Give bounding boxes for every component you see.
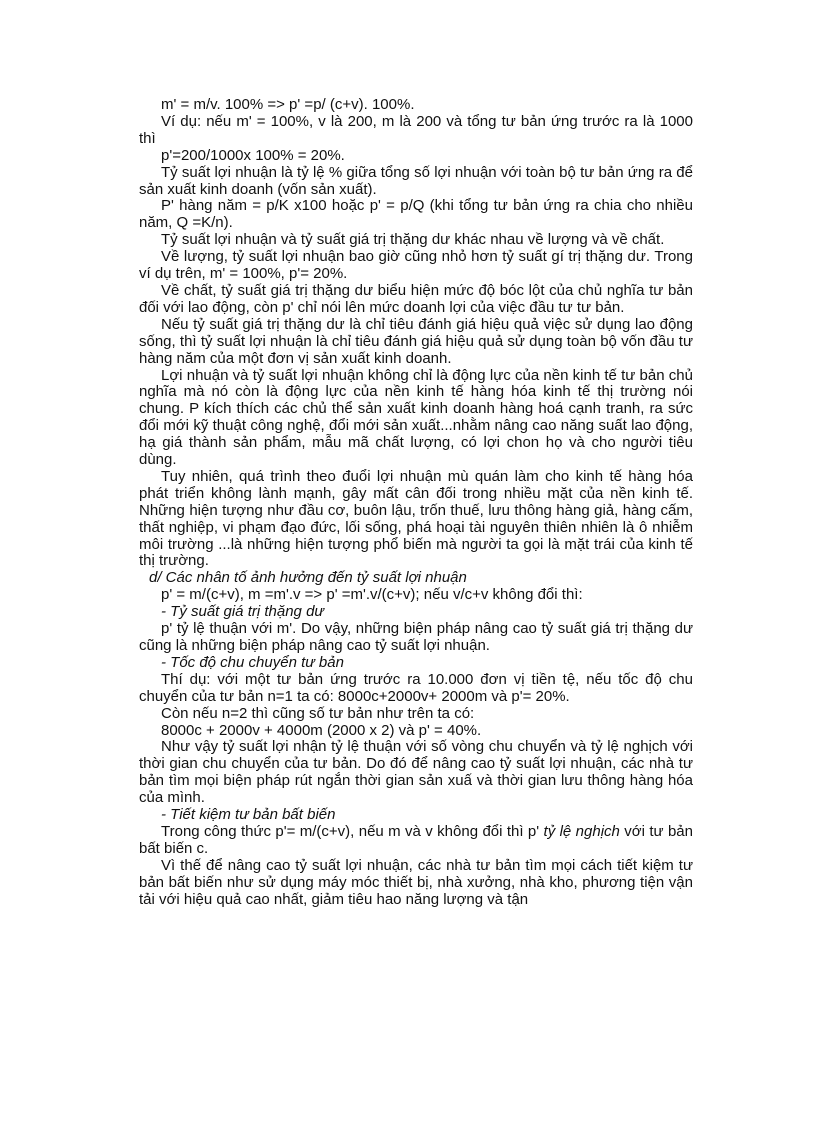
subheading: - Tiết kiệm tư bản bất biến xyxy=(161,806,336,824)
paragraph: p' = m/(c+v), m =m'.v => p' =m'.v/(c+v); nếu v/c+v không đổi thì: xyxy=(161,586,583,604)
paragraph: 8000c + 2000v + 4000m (2000 x 2) và p' = 40%. xyxy=(161,721,482,739)
paragraph-text: với tư bản bất biến c. xyxy=(139,822,693,857)
paragraph: Lợi nhuận và tỷ suất lợi nhuận không chỉ là động lực của nền kinh tế tư bản chủ nghĩa mà nó còn là động lực của nền kinh tế hàng hóa kinh tế thị trường nói chung. P kích thích các chủ thể sản xuất kinh doanh hàng hoá cạnh tranh, ra sức đổi mới kỹ thuật công nghệ, đổi mới sản xuất...nhằm nâng cao năng suất lao động, hạ giá thành sản phẩm, mẫu mã chất lượng, có lợi chon họ và cho người tiêu dùng. xyxy=(139,366,693,469)
subheading: - Tỷ suất giá trị thặng dư xyxy=(161,603,324,621)
paragraph: Thí dụ: với một tư bản ứng trước ra 10.000 đơn vị tiền tệ, nếu tốc độ chu chuyển của tư bản n=1 ta có: 8000c+2000v+ 2000m và p'= 20%. xyxy=(139,670,693,705)
document-body xyxy=(139,97,693,909)
paragraph: Ví dụ: nếu m' = 100%, v là 200, m là 200 và tổng tư bản ứng trước ra là 1000 thì xyxy=(139,112,693,147)
paragraph: P' hàng năm = p/K x100 hoặc p' = p/Q (khi tổng tư bản ứng ra chia cho nhiều năm, Q =K/n). xyxy=(139,197,693,232)
paragraph: Tuy nhiên, quá trình theo đuổi lợi nhuận mù quán làm cho kinh tế hàng hóa phát triển không lành mạnh, gây mất cân đối trong nhiều mặt của nền kinh tế. Những hiện tượng như đầu cơ, buôn lậu, trốn thuế, lưu thông hàng giả, hàng cấm, thất nghiệp, vi phạm đạo đức, lối sống, phá hoại tài nguyên thiên nhiên là ô nhiễm môi trường ...là những hiện tượng phổ biến mà người ta gọi là mặt trái của kinh tế thị trường. xyxy=(139,467,693,570)
paragraph: Như vậy tỷ suất lợi nhận tỷ lệ thuận với số vòng chu chuyển và tỷ lệ nghịch với thời gian chu chuyển của tư bản. Do đó để nâng cao tỷ suất lợi nhuận, các nhà tư bản tìm mọi biện pháp rút ngắn thời gian sản xuấ và thời gian lưu thông hàng hóa của mình. xyxy=(139,738,693,807)
paragraph: p' tỷ lệ thuận với m'. Do vậy, những biện pháp nâng cao tỷ suất giá trị thặng dư cũng là những biện pháp nâng cao tỷ suất lợi nhuận. xyxy=(139,620,693,654)
paragraph: Về lượng, tỷ suất lợi nhuận bao giờ cũng nhỏ hơn tỷ suất gí trị thặng dư. Trong ví dụ trên, m' = 100%, p'= 20%. xyxy=(139,248,693,283)
subheading: - Tốc độ chu chuyển tư bản xyxy=(161,653,344,671)
paragraph: Tỷ suất lợi nhuận là tỷ lệ % giữa tổng số lợi nhuận với toàn bộ tư bản ứng ra để sản xuất kinh doanh (vốn sản xuất). xyxy=(139,163,693,198)
paragraph xyxy=(139,824,693,858)
paragraph: Về chất, tỷ suất giá trị thặng dư biểu hiện mức độ bóc lột của chủ nghĩa tư bản đối với lao động, còn p' chỉ nói lên mức doanh lợi của việc đầu tư tư bản. xyxy=(139,281,693,316)
paragraph: Tỷ suất lợi nhuận và tỷ suất giá trị thặng dư khác nhau về lượng và về chất. xyxy=(161,231,665,249)
paragraph: Vì thế để nâng cao tỷ suất lợi nhuận, các nhà tư bản tìm mọi cách tiết kiệm tư bản bất biến như sử dụng máy móc thiết bị, nhà xưởng, nhà kho, phương tiện vận tải với hiệu quả cao nhất, giảm tiêu hao năng lượng và tận xyxy=(139,856,693,908)
paragraph-text: Trong công thức p'= m/(c+v), nếu m và v không đổi thì p' xyxy=(161,822,544,840)
paragraph: m' = m/v. 100% => p' =p/ (c+v). 100%. xyxy=(161,96,415,113)
emphasis-text: tỷ lệ nghịch xyxy=(543,822,620,840)
paragraph: p'=200/1000x 100% = 20%. xyxy=(161,146,345,164)
section-heading: d/ Các nhân tố ảnh hưởng đến tỷ suất lợi nhuận xyxy=(149,569,467,587)
paragraph: Nếu tỷ suất giá trị thặng dư là chỉ tiêu đánh giá hiệu quả việc sử dụng lao động sống, thì tỷ suất lợi nhuận là chỉ tiêu đánh giá hiệu quả sử dụng toàn bộ vốn đầu tư hàng năm của một đơn vị sản xuất kinh doanh. xyxy=(139,315,693,367)
paragraph: Còn nếu n=2 thì cũng số tư bản như trên ta có: xyxy=(161,704,475,722)
